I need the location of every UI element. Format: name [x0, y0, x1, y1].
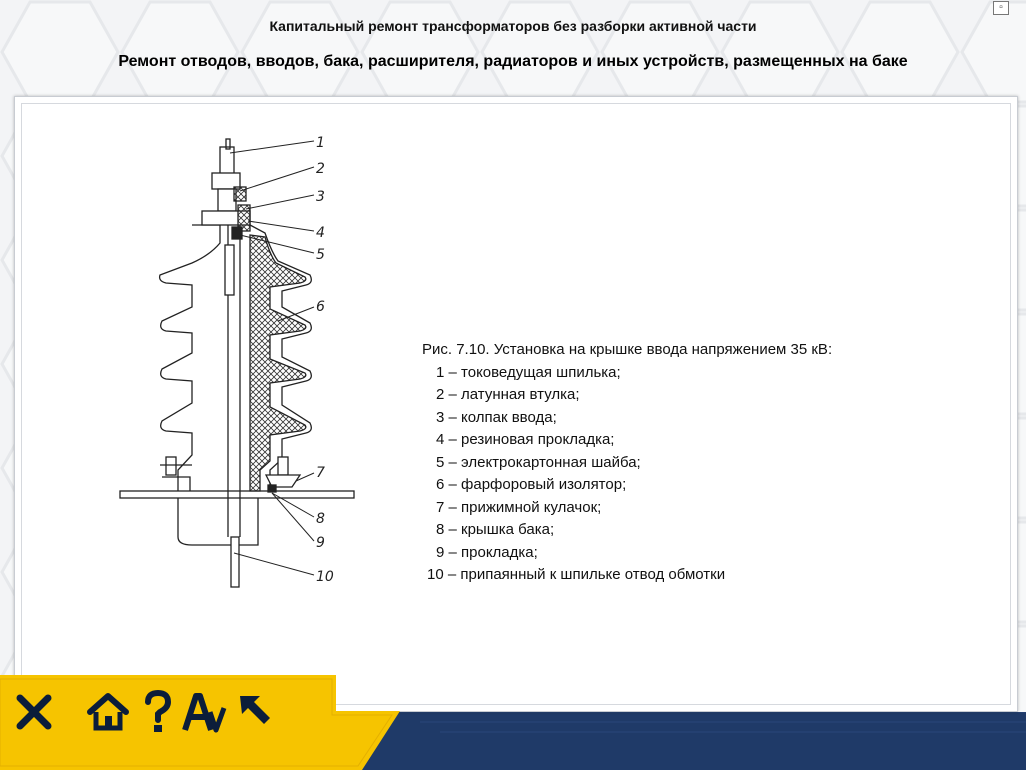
caption-item: 5 – электрокартонная шайба;	[436, 453, 641, 471]
callout-5: 5	[316, 247, 325, 263]
callout-8: 8	[316, 511, 325, 527]
callout-7: 7	[316, 465, 325, 481]
caption-item: 2 – латунная втулка;	[436, 386, 580, 403]
callout-6: 6	[316, 299, 325, 315]
callout-4: 4	[316, 225, 325, 241]
callout-2: 2	[316, 161, 325, 177]
close-button[interactable]	[14, 692, 54, 732]
font-size-button[interactable]	[182, 690, 230, 734]
caption-item: 4 – резиновая прокладка;	[436, 431, 615, 448]
help-icon	[144, 690, 172, 734]
maximize-button[interactable]	[993, 1, 1009, 15]
figure-caption	[422, 339, 832, 587]
caption-item: 3 – колпак ввода;	[436, 408, 557, 426]
caption-item: 7 – прижимной кулачок;	[436, 498, 602, 516]
callout-9: 9	[316, 535, 325, 551]
bushing-drawing	[100, 125, 370, 600]
callout-1: 1	[316, 135, 325, 151]
callout-10: 10	[316, 569, 334, 585]
home-button[interactable]	[86, 690, 130, 734]
caption-title: Рис. 7.10. Установка на крышке ввода напряжением 35 кВ:	[422, 341, 833, 358]
caption-item: 1 – токоведущая шпилька;	[436, 363, 621, 381]
home-icon	[86, 690, 130, 734]
back-button[interactable]	[236, 692, 274, 732]
caption-item: 6 – фарфоровый изолятор;	[436, 476, 627, 493]
window-title: Капитальный ремонт трансформаторов без разборки активной части	[269, 18, 757, 34]
help-button[interactable]	[144, 690, 172, 734]
back-arrow-icon	[236, 692, 274, 732]
callout-3: 3	[316, 189, 325, 205]
caption-item: 9 – прокладка;	[436, 543, 538, 561]
section-title: Ремонт отводов, вводов, бака, расширителя, радиаторов и иных устройств, размещенных на баке	[118, 53, 908, 70]
maximize-icon: ▫	[999, 2, 1003, 13]
font-size-icon	[182, 690, 230, 734]
close-icon	[14, 692, 54, 732]
caption-item: 10 – припаянный к шпильке отвод обмотки	[427, 566, 726, 583]
caption-item: 8 – крышка бака;	[436, 521, 555, 538]
